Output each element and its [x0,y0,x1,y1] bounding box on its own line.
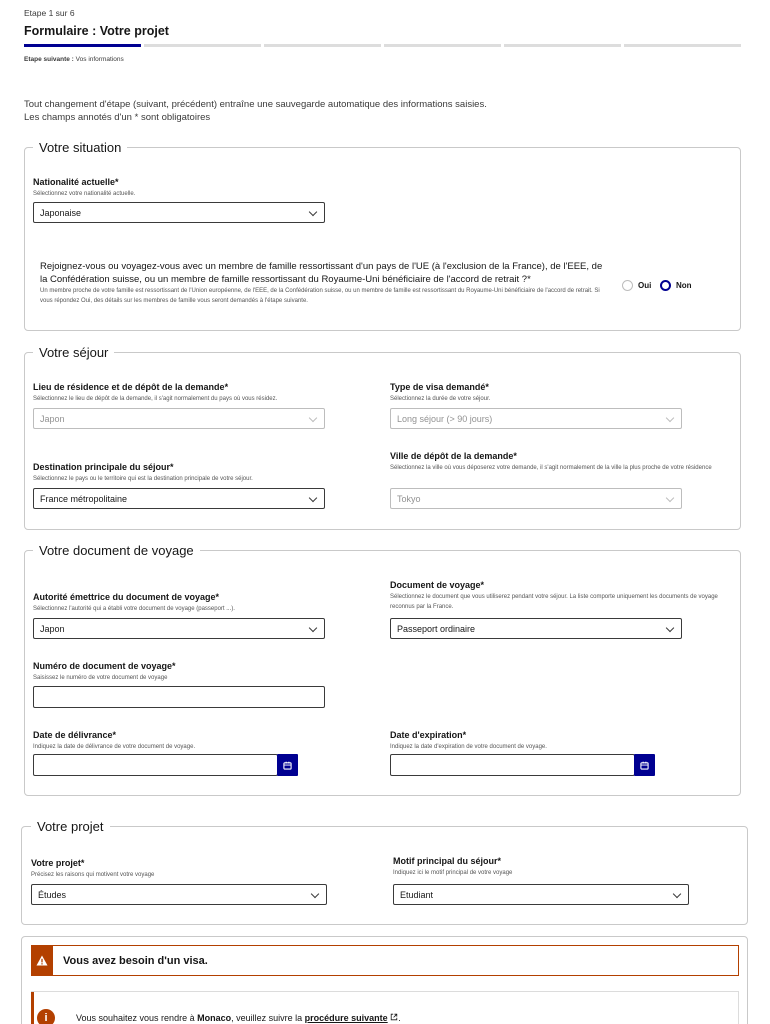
nationality-value: Japonaise [40,207,82,218]
motive-select[interactable] [393,884,689,905]
intro-line-2-a: Les champs annotés d'un [24,112,132,123]
motive-label [393,856,501,866]
chevron-down-icon [666,624,674,632]
radio-yes-label: Oui [638,281,652,290]
chevron-down-icon [309,624,317,632]
intro-text [24,98,487,124]
expiry-date-hint: Indiquez la date d'expiration de votre document de voyage. [390,744,547,750]
required-star: * [112,730,117,740]
document-legend: Votre document de voyage [33,543,200,558]
project-value: Études [38,889,67,900]
required-star: * [115,177,119,187]
chevron-down-icon [311,890,319,898]
issue-date-label-text: Date de délivrance [33,730,113,740]
monaco-info-alert [31,991,739,1024]
chevron-down-icon [666,494,674,502]
doc-number-hint: Saisissez le numéro de votre document de voyage [33,675,168,681]
residence-value: Japon [40,413,65,424]
city-label-text: Ville de dépôt de la demande [390,451,514,461]
authority-select[interactable] [33,618,325,639]
page-title: Formulaire : Votre projet [24,24,169,38]
project-hint: Précisez les raisons qui motivent votre voyage [31,872,155,878]
motive-hint: Indiquez ici le motif principal de votre voyage [393,870,513,876]
projet-legend: Votre projet [31,819,110,834]
visa-type-value: Long séjour (> 90 jours) [397,413,493,424]
monaco-info-text [76,1013,401,1023]
chevron-down-icon [309,494,317,502]
required-star: * [480,580,485,590]
issue-date-calendar-button[interactable] [277,754,298,776]
visa-type-label-text: Type de visa demandé [390,382,486,392]
sejour-legend: Votre séjour [33,345,114,360]
destination-select[interactable] [33,488,325,509]
info-text-b: , veuillez suivre la [231,1013,303,1023]
issue-date-hint: Indiquez la date de délivrance de votre document de voyage. [33,744,196,750]
radio-no-label: Non [676,281,692,290]
doc-type-select[interactable] [390,618,682,639]
warning-icon [36,955,48,966]
residence-label-text: Lieu de résidence et de dépôt de la demande [33,382,225,392]
motive-label-text: Motif principal du séjour [393,856,498,866]
destination-value: France métropolitaine [40,493,128,504]
expiry-date-label-text: Date d'expiration [390,730,463,740]
expiry-date-input[interactable] [390,754,635,776]
authority-value: Japon [40,623,65,634]
doc-type-label [390,580,484,590]
info-text-a: Vous souhaitez vous rendre à [76,1013,195,1023]
required-star: * [224,382,229,392]
required-star: * [80,858,85,868]
family-question [40,260,610,286]
step-bar-1 [24,44,141,47]
residence-hint: Sélectionnez le lieu de dépôt de la demande, il s'agit normalement du pays où vous résidez. [33,396,278,402]
destination-label-text: Destination principale du séjour [33,462,171,472]
step-bar-6 [624,44,741,47]
family-hint: Un membre proche de votre famille est ressortissant de l'Union européenne, de l'EEE, de la Confédération suisse, ou un membre de famille est ressortissant du Royaume-Uni bénéficiaire de l'accord de retrait. Si vous répondez Oui, des détails sur les membres de famille vous seront demandés à l'étape suivante. [40,288,600,304]
step-counter: Etape 1 sur 6 [24,8,75,18]
doc-number-input[interactable] [33,686,325,708]
doc-number-label-text: Numéro de document de voyage [33,661,173,671]
project-label [31,858,84,868]
visa-required-text: Vous avez besoin d'un visa. [63,954,208,967]
expiry-date-calendar-button[interactable] [634,754,655,776]
visa-type-select[interactable] [390,408,682,429]
nationality-label [33,177,119,187]
doc-type-label-text: Document de voyage [390,580,481,590]
warning-icon-cell [31,945,53,976]
calendar-icon [640,761,649,770]
step-bar-3 [264,44,381,47]
next-step-value: Vos informations [75,56,124,63]
visa-required-alert [31,945,739,976]
chevron-down-icon [666,414,674,422]
intro-line-2-b: sont obligatoires [140,112,211,123]
required-star: * [513,451,517,461]
family-question-text: Rejoignez-vous ou voyagez-vous avec un membre de famille ressortissant d'un pays de l'UE (à l'exclusion de la France), de l'EEE, de la Confédération suisse, ou un membre de famille ressortissant du Royaume-Uni bénéficiaire de l'accord de retrait ? [40,261,603,285]
residence-select[interactable] [33,408,325,429]
city-select[interactable] [390,488,682,509]
required-star: * [485,382,489,392]
required-star: * [172,661,176,671]
motive-value: Etudiant [400,889,434,900]
project-select[interactable] [31,884,327,905]
radio-family-yes[interactable] [622,280,651,291]
step-bar-2 [144,44,261,47]
project-label-text: Votre projet [31,858,81,868]
radio-checked-icon[interactable] [660,280,671,291]
radio-unchecked-icon[interactable] [622,280,633,291]
info-place: Monaco [197,1013,232,1023]
chevron-down-icon [673,890,681,898]
external-link-icon [390,1013,398,1021]
required-star: * [527,274,531,285]
calendar-icon [283,761,292,770]
info-end: . [398,1013,401,1023]
required-star: * [497,856,502,866]
authority-hint: Sélectionnez l'autorité qui a établi votre document de voyage (passeport ...). [33,606,235,612]
doc-type-value: Passeport ordinaire [397,623,476,634]
situation-legend: Votre situation [33,140,127,155]
city-label [390,451,517,461]
expiry-date-label [390,730,466,740]
intro-line-2 [24,111,487,124]
info-icon: i [37,1009,55,1024]
chevron-down-icon [309,414,317,422]
step-bar-5 [504,44,621,47]
doc-type-hint: Sélectionnez le document que vous utiliserez pendant votre séjour. La liste comporte uniquement les documents de voyage reconnus par la France. [390,594,718,610]
city-value: Tokyo [397,493,421,504]
nationality-label-text: Nationalité actuelle [33,177,116,187]
issue-date-label [33,730,116,740]
residence-label [33,382,228,392]
issue-date-input[interactable] [33,754,278,776]
procedure-link-text[interactable]: procédure suivante [304,1013,388,1023]
intro-line-1: Tout changement d'étape (suivant, précédent) entraîne une sauvegarde automatique des informations saisies. [24,99,487,110]
doc-number-label [33,661,176,671]
required-star: * [170,462,174,472]
visa-type-hint: Sélectionnez la durée de votre séjour. [390,396,491,402]
nationality-select[interactable] [33,202,325,223]
next-step-label: Etape suivante : [24,56,74,63]
city-hint: Sélectionnez la ville où vous déposerez votre demande, il s'agit normalement de la ville la plus proche de votre résidence [390,465,712,471]
authority-label [33,592,219,602]
authority-label-text: Autorité émettrice du document de voyage [33,592,216,602]
chevron-down-icon [309,208,317,216]
procedure-link[interactable] [305,1013,388,1023]
intro-star: * [134,112,139,123]
destination-hint: Sélectionnez le pays ou le territoire qui est la destination principale de votre séjour. [33,476,253,482]
visa-type-label [390,382,489,392]
next-step-info [24,56,124,63]
radio-family-no[interactable] [660,280,692,291]
step-bar-4 [384,44,501,47]
nationality-hint: Sélectionnez votre nationalité actuelle. [33,191,136,197]
destination-label [33,462,174,472]
alert-accent-bar [31,992,34,1024]
required-star: * [215,592,220,602]
required-star: * [462,730,467,740]
